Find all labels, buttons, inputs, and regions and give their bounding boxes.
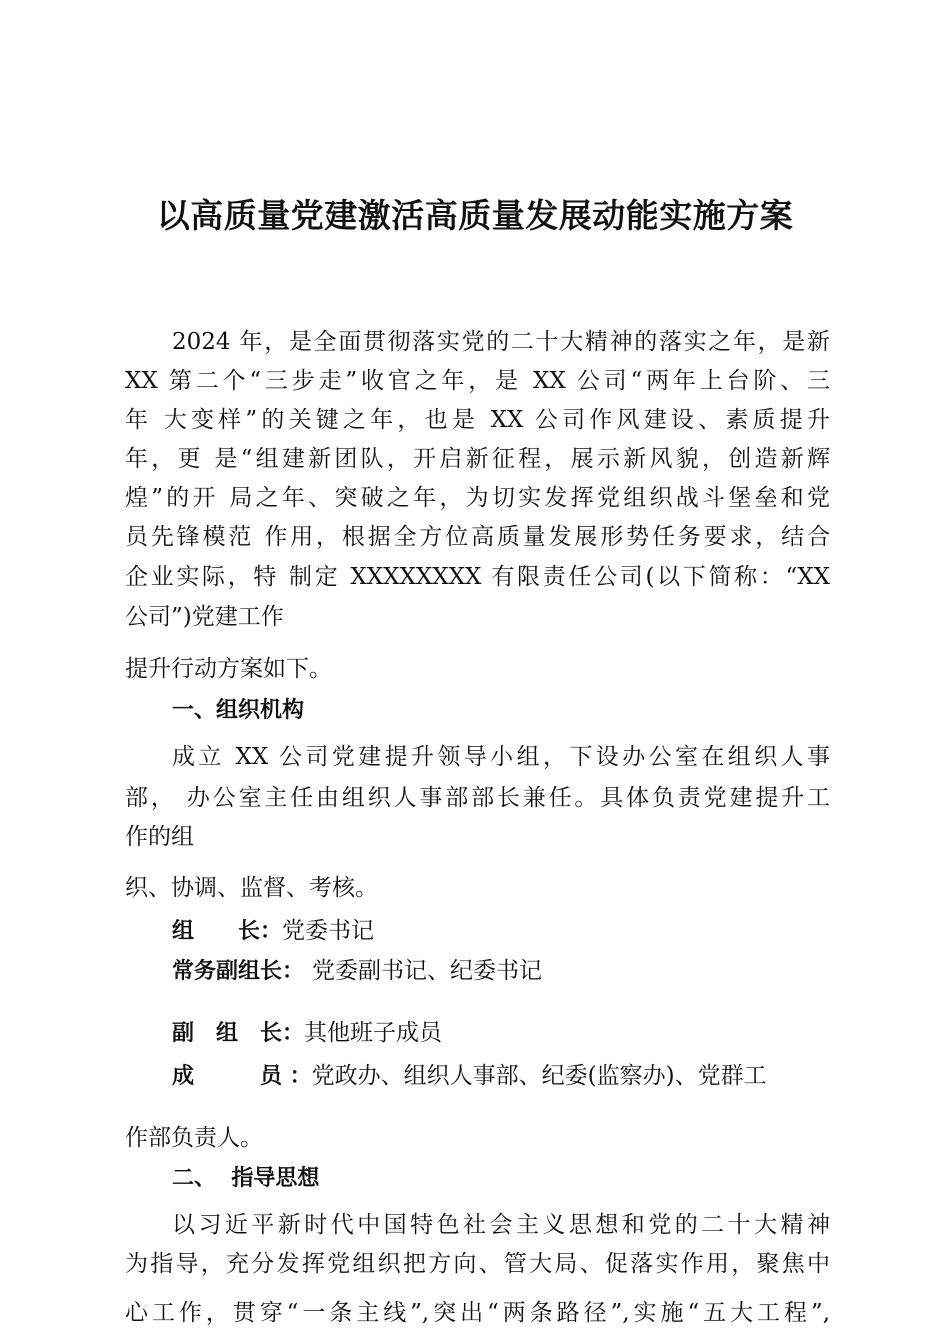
role-value: 党政办、组织人事部、纪委(监察办)、党群工 (311, 1063, 767, 1089)
paragraph-line: 作的组 (125, 824, 194, 850)
section-heading: 二、 指导思想 (172, 1166, 320, 1191)
intro-line: 员先锋模范 作用，根据全方位高质量发展形势任务要求，结合 (125, 524, 830, 550)
intro-line: 企业实际，特 制定 XXXXXXXX 有限责任公司(以下简称：“XX (125, 564, 830, 590)
paragraph-line: 部， 办公室主任由组织人事部部长兼任。具体负责党建提升工 (125, 785, 830, 811)
intro-line: 年 大变样”的关键之年，也是 XX 公司作风建设、素质提升 (125, 407, 830, 433)
role-value: 党委书记 (282, 918, 375, 944)
intro-line: 公司”)党建工作 (125, 604, 284, 630)
intro-line: 年，更 是“组建新团队，开启新征程，展示新风貌，创造新辉 (125, 446, 830, 472)
role-row (172, 1061, 830, 1092)
intro-line: 煌”的开 局之年、突破之年，为切实发挥党组织战斗堡垒和党 (125, 485, 830, 511)
paragraph-line: 以习近平新时代中国特色社会主义思想和党的二十大精神 (172, 1212, 830, 1238)
document-title: 以高质量党建激活高质量发展动能实施方案 (156, 196, 794, 235)
intro-line: 提升行动方案如下。 (125, 656, 332, 682)
paragraph-line: 为指导，充分发挥党组织把方向、管大局、促落实作用，聚焦中 (125, 1251, 830, 1277)
paragraph-line: 心工作，贯穿“一条主线”,突出“两条路径”,实施“五大工程”, (125, 1300, 830, 1326)
role-label: 组 长： (172, 919, 283, 944)
section-heading: 一、组织机构 (172, 698, 305, 723)
role-row (172, 956, 830, 987)
role-row (172, 916, 830, 947)
paragraph-line: 织、协调、监督、考核。 (125, 875, 378, 901)
intro-line: 2024 年，是全面贯彻落实党的二十大精神的落实之年，是新 (172, 329, 830, 355)
role-label: 常务副组长： (172, 959, 305, 984)
role-row (172, 1018, 830, 1049)
role-label: 副 组 长： (172, 1021, 305, 1046)
intro-line: XX 第二个“三步走”收官之年，是 XX 公司“两年上台阶、三 (125, 368, 830, 394)
role-value: 党委副书记、纪委书记 (312, 958, 543, 984)
paragraph-line: 成立 XX 公司党建提升领导小组，下设办公室在组织人事 (172, 744, 830, 770)
role-label: 成 员 ： (172, 1064, 312, 1089)
paragraph-line: 作部负责人。 (125, 1125, 263, 1151)
role-value: 其他班子成员 (304, 1020, 443, 1046)
